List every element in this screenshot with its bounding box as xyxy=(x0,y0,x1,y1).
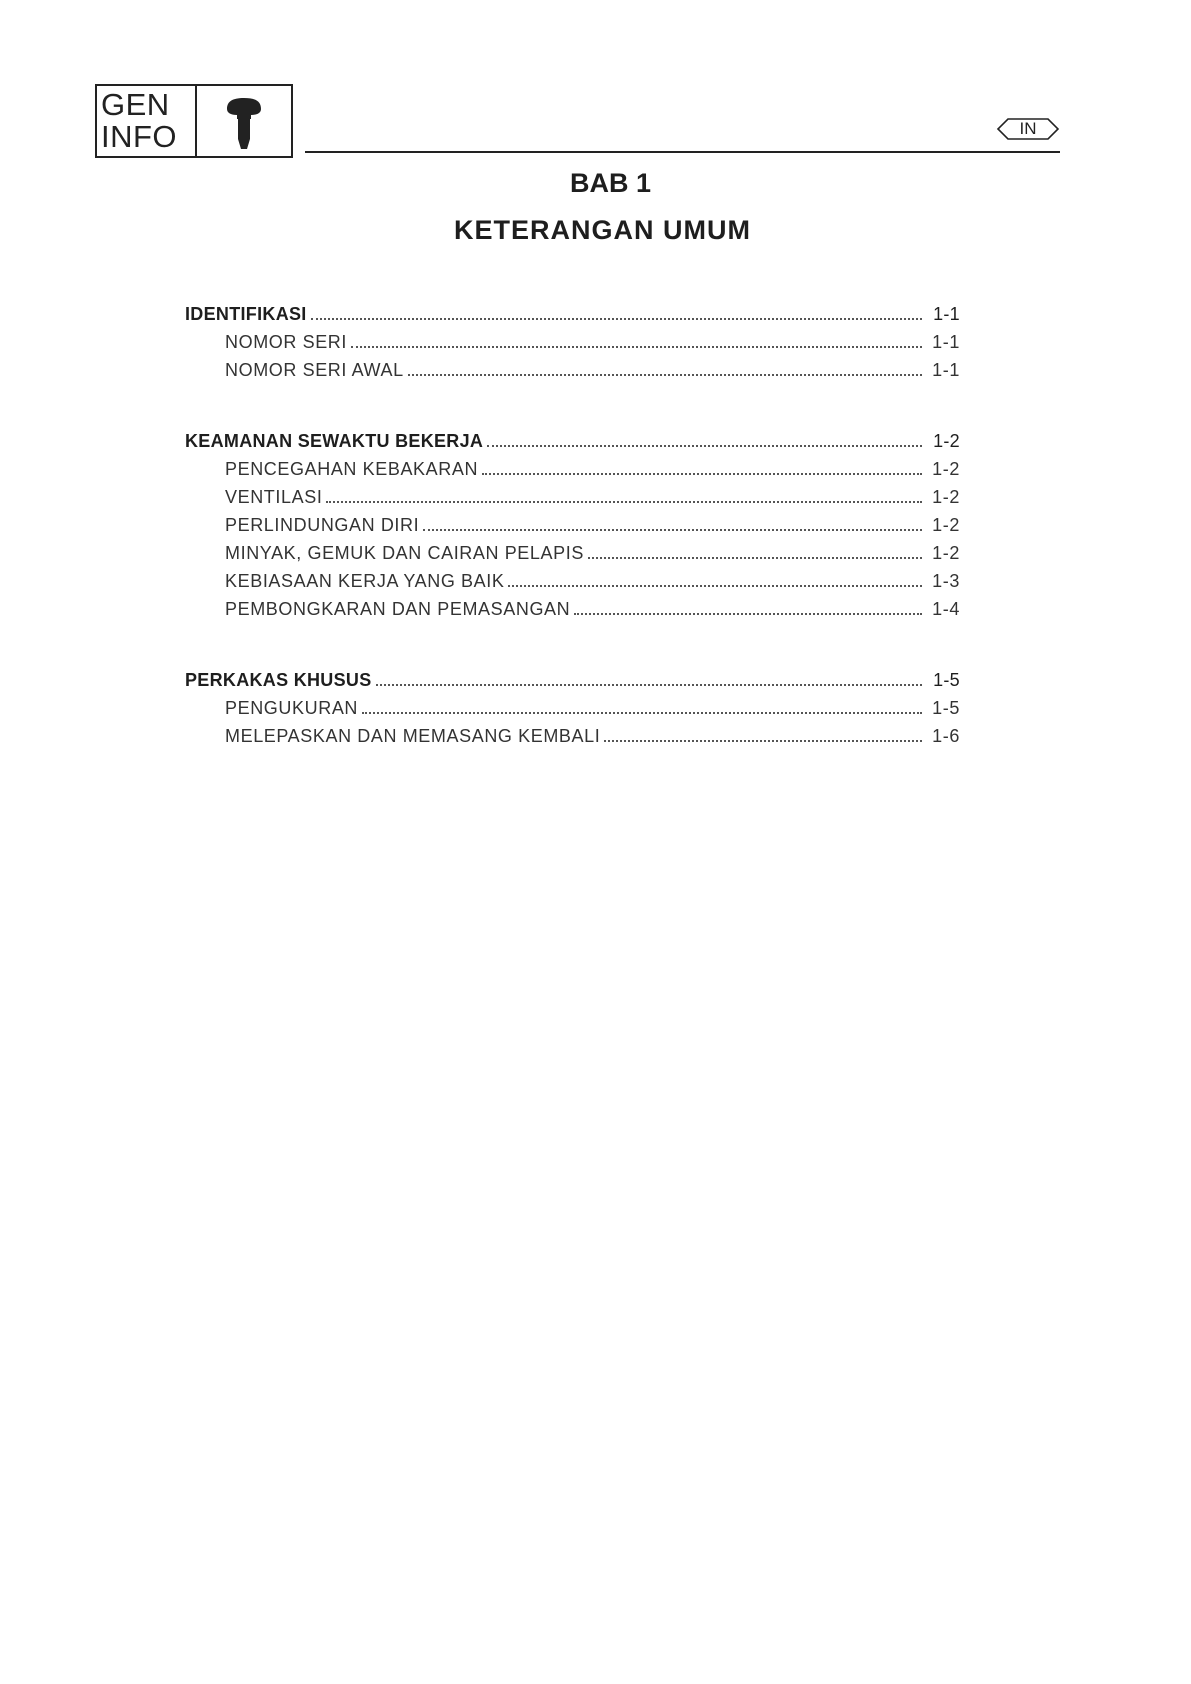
toc-page-number: 1-5 xyxy=(933,670,960,690)
table-of-contents xyxy=(185,297,960,790)
dot-leader xyxy=(423,529,922,531)
toc-page-number: 1-1 xyxy=(932,360,960,380)
dot-leader xyxy=(351,346,922,348)
section-label-gen: GEN xyxy=(101,87,170,122)
toc-page-number: 1-2 xyxy=(932,459,960,479)
toc-group xyxy=(185,424,960,620)
language-badge-text: IN xyxy=(1019,119,1037,138)
toc-page-number: 1-2 xyxy=(932,543,960,563)
toc-group xyxy=(185,663,960,747)
toc-entry-title: NOMOR SERI AWAL xyxy=(225,360,404,380)
toc-sub-entry[interactable] xyxy=(185,719,960,747)
toc-sub-entry[interactable] xyxy=(185,452,960,480)
toc-sub-entry[interactable] xyxy=(185,480,960,508)
toc-entry-title: PERLINDUNGAN DIRI xyxy=(225,515,420,535)
toc-main-entry[interactable] xyxy=(185,424,960,452)
toc-entry-title: IDENTIFIKASI xyxy=(185,304,307,324)
toc-entry-title: VENTILASI xyxy=(225,487,323,507)
outboard-motor-icon xyxy=(197,86,291,156)
toc-entry-title: NOMOR SERI xyxy=(225,332,348,352)
toc-entry-title: PERKAKAS KHUSUS xyxy=(185,670,372,690)
dot-leader xyxy=(376,684,922,686)
dot-leader xyxy=(588,557,922,559)
toc-entry-title: KEBIASAAN KERJA YANG BAIK xyxy=(225,571,505,591)
toc-page-number: 1-2 xyxy=(932,515,960,535)
toc-sub-entry[interactable] xyxy=(185,353,960,381)
toc-entry-title: MELEPASKAN DAN MEMASANG KEMBALI xyxy=(225,726,601,746)
toc-page-number: 1-2 xyxy=(932,487,960,507)
toc-entry-title: MINYAK, GEMUK DAN CAIRAN PELAPIS xyxy=(225,543,584,563)
toc-group xyxy=(185,297,960,381)
toc-main-entry[interactable] xyxy=(185,663,960,691)
toc-sub-entry[interactable] xyxy=(185,592,960,620)
toc-page-number: 1-5 xyxy=(932,698,960,718)
section-label-info: INFO xyxy=(101,119,178,154)
toc-sub-entry[interactable] xyxy=(185,325,960,353)
dot-leader xyxy=(574,613,922,615)
dot-leader xyxy=(326,501,922,503)
toc-page-number: 1-2 xyxy=(933,431,960,451)
section-label xyxy=(97,86,197,156)
toc-entry-title: PEMBONGKARAN DAN PEMASANGAN xyxy=(225,599,571,619)
language-badge xyxy=(996,117,1060,141)
toc-sub-entry[interactable] xyxy=(185,564,960,592)
toc-entry-title: KEAMANAN SEWAKTU BEKERJA xyxy=(185,431,484,451)
toc-page-number: 1-1 xyxy=(933,304,960,324)
header-rule xyxy=(305,151,1060,153)
toc-page-number: 1-1 xyxy=(932,332,960,352)
toc-main-entry[interactable] xyxy=(185,297,960,325)
dot-leader xyxy=(408,374,922,376)
toc-page-number: 1-3 xyxy=(932,571,960,591)
toc-sub-entry[interactable] xyxy=(185,691,960,719)
toc-sub-entry[interactable] xyxy=(185,508,960,536)
dot-leader xyxy=(508,585,922,587)
chapter-title: KETERANGAN UMUM xyxy=(454,215,751,245)
dot-leader xyxy=(482,473,922,475)
section-tab xyxy=(95,84,293,158)
toc-entry-title: PENCEGAHAN KEBAKARAN xyxy=(225,459,479,479)
dot-leader xyxy=(362,712,922,714)
toc-sub-entry[interactable] xyxy=(185,536,960,564)
toc-page-number: 1-6 xyxy=(932,726,960,746)
toc-page-number: 1-4 xyxy=(932,599,960,619)
dot-leader xyxy=(311,318,922,320)
toc-entry-title: PENGUKURAN xyxy=(225,698,359,718)
chapter-number: BAB 1 xyxy=(569,168,651,198)
dot-leader xyxy=(487,445,922,447)
dot-leader xyxy=(604,740,922,742)
